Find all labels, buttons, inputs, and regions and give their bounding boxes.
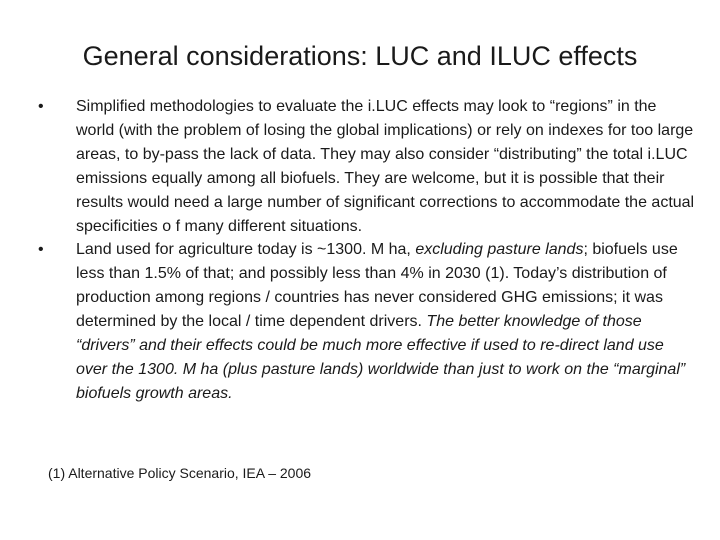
bullet-text-segment: ; biofuels use less than 1.5% of that; and possibly less than 4% in 2030 (1). Today’s distribution of production among regions / countries has never considered GHG emissions; it was determined by the local / time dependent drivers. — [76, 241, 678, 331]
bullet-item-2 — [38, 238, 698, 405]
bullet-list — [38, 95, 698, 406]
bullet-text-segment: Land used for agriculture today is ~1300. M ha, — [76, 241, 416, 259]
bullet-dot-icon: • — [38, 241, 44, 259]
bullet-text-segment-italic: excluding pasture lands — [415, 241, 584, 259]
slide-title: General considerations: LUC and ILUC effects — [82, 41, 638, 71]
bullet-item-1 — [38, 95, 698, 238]
bullet-text: Simplified methodologies to evaluate the i.LUC effects may look to “regions” in the world (with the problem of losing the global implications) or rely on indexes for too large areas, to by-pass the lack of data. They may also consider “distributing” the total i.LUC emissions equally among all biofuels. They are welcome, but it is possible that their results would need a large number of significant corrections to accommodate the actual specificities o f many different situations. — [76, 98, 695, 235]
bullet-text-segment-italic: The better knowledge of those “drivers” and their effects could be much more effective if used to re-direct land use over the 1300. M ha (plus pasture lands) worldwide than just to work on the “marginal” biofuels growth areas. — [76, 313, 686, 402]
footnote: (1) Alternative Policy Scenario, IEA – 2006 — [48, 465, 312, 481]
bullet-dot-icon: • — [38, 98, 44, 115]
